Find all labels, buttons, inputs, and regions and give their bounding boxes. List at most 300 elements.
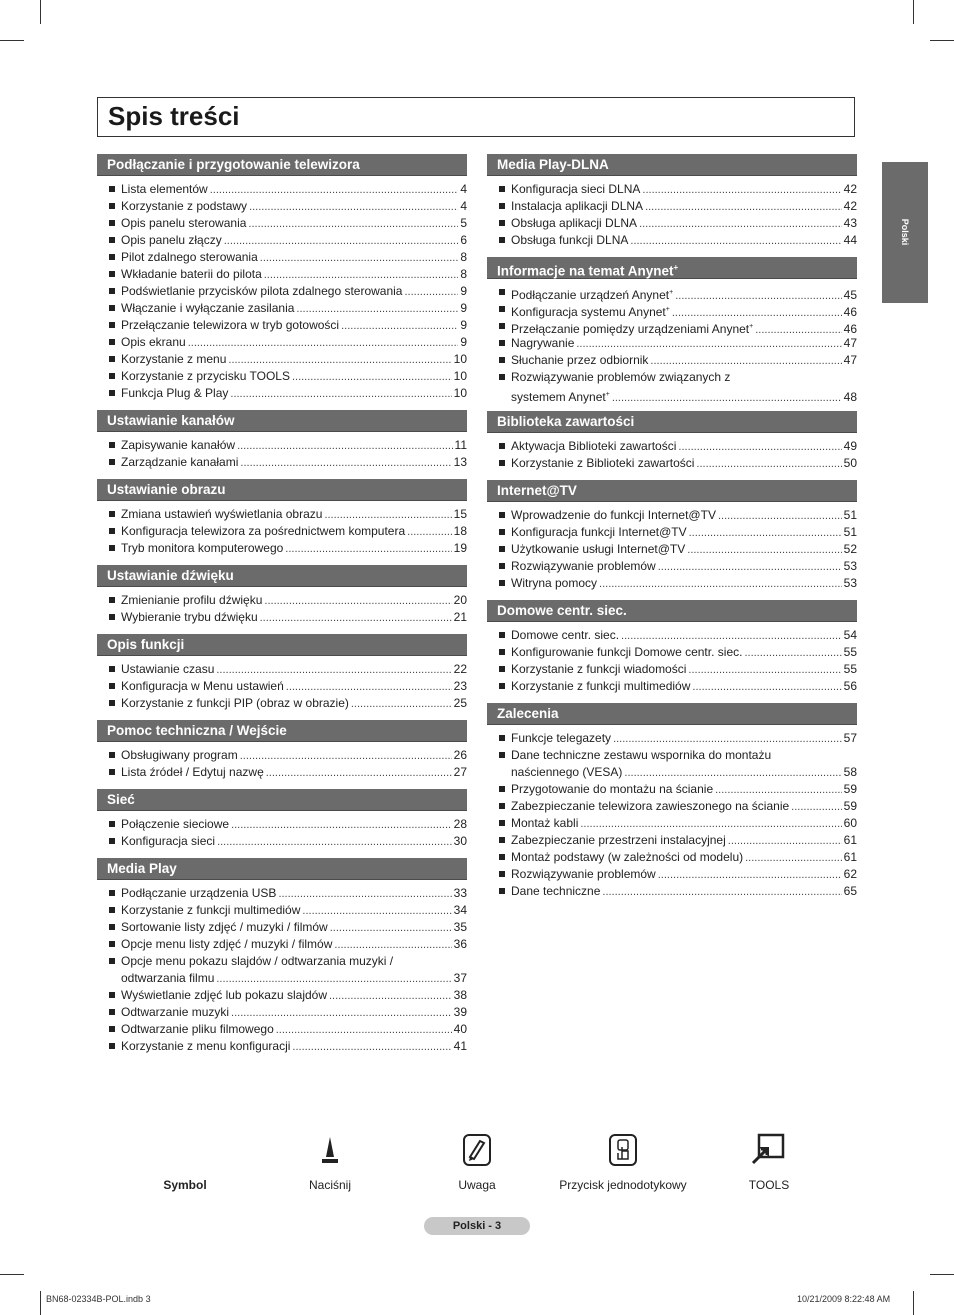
toc-section <box>97 720 467 781</box>
toc-entry <box>97 215 467 232</box>
toc-entry <box>487 198 857 215</box>
page-number: 40 <box>453 1022 467 1036</box>
page-number: 41 <box>453 1039 467 1053</box>
crop-mark <box>913 0 914 24</box>
entry-text: Rozwiązywanie problemów <box>511 867 656 881</box>
toc-section <box>97 479 467 557</box>
entry-text: Włączanie i wyłączanie zasilania <box>121 301 295 315</box>
toc-section <box>487 257 857 403</box>
toc-entry <box>97 936 467 953</box>
entry-text: Zmiana ustawień wyświetlania obrazu <box>121 507 323 521</box>
entry-text: Wyświetlanie zdjęć lub pokazu slajdów <box>121 988 327 1002</box>
page-number: 58 <box>843 765 857 779</box>
entry-text: Lista źródeł / Edytuj nazwę <box>121 765 264 779</box>
bullet-icon <box>109 752 115 758</box>
toc-entry <box>97 1038 467 1055</box>
entry-text: Konfiguracja sieci <box>121 834 216 848</box>
symbol-label: Symbol <box>163 1178 207 1192</box>
entry-text: Obsługa funkcji DLNA <box>511 233 629 247</box>
page-number: 10 <box>453 352 467 366</box>
bullet-icon <box>109 442 115 448</box>
toc-entry <box>97 437 467 454</box>
section-heading: Zalecenia <box>487 703 857 725</box>
toc-entry <box>487 849 857 866</box>
page-number: 8 <box>460 250 467 264</box>
bullet-icon <box>499 546 505 552</box>
entry-text: Zmienianie profilu dźwięku <box>121 593 263 607</box>
entry-text-continued: naściennego (VESA) <box>511 765 623 779</box>
entry-text: Podświetlanie przycisków pilota zdalnego sterowania <box>121 284 403 298</box>
toc-entry <box>487 832 857 849</box>
entry-text: Korzystanie z funkcji wiadomości <box>511 662 687 676</box>
entry-text: Przełączanie telewizora w tryb gotowości <box>121 318 340 332</box>
page-number: 54 <box>843 628 857 642</box>
entry-text: Zabezpieczanie przestrzeni instalacyjnej <box>511 833 726 847</box>
page-number: 21 <box>453 610 467 624</box>
page-number: 11 <box>454 438 467 452</box>
bullet-icon <box>499 289 505 295</box>
page-number: 19 <box>453 541 467 555</box>
toc-entry <box>487 798 857 815</box>
bullet-icon <box>499 683 505 689</box>
bullet-icon <box>109 339 115 345</box>
entry-text: Opis ekranu <box>121 335 186 349</box>
bullet-icon <box>109 288 115 294</box>
symbol-note: Uwaga <box>437 1130 517 1192</box>
bullet-icon <box>109 373 115 379</box>
toc-entry <box>487 284 857 301</box>
bullet-icon <box>499 323 505 329</box>
page-number: 9 <box>460 335 467 349</box>
toc-entry <box>97 368 467 385</box>
bullet-icon <box>499 888 505 894</box>
bullet-icon <box>109 597 115 603</box>
side-tab-label: Polski <box>900 218 910 246</box>
page-number: 46 <box>843 305 857 319</box>
toc-entry <box>487 883 857 900</box>
bullet-icon <box>499 340 505 346</box>
toc-entry <box>97 334 467 351</box>
entry-text: Korzystanie z funkcji multimediów <box>121 903 301 917</box>
bullet-icon <box>499 649 505 655</box>
toc-entry <box>487 541 857 558</box>
entry-text: Konfigurowanie funkcji Domowe centr. siec. <box>511 645 743 659</box>
bullet-icon <box>499 820 505 826</box>
entry-text: Instalacja aplikacji DLNA <box>511 199 644 213</box>
section-heading: Media Play <box>97 858 467 880</box>
page-number: 5 <box>460 216 467 230</box>
entry-text: Opis panelu sterowania <box>121 216 247 230</box>
entry-text: Rozwiązywanie problemów związanych z <box>511 370 731 384</box>
entry-text: Lista elementów <box>121 182 208 196</box>
entry-text: Aktywacja Biblioteki zawartości <box>511 439 677 453</box>
toc-entry <box>97 833 467 850</box>
bullet-icon <box>499 374 505 380</box>
toc-section <box>97 565 467 626</box>
toc-entry <box>97 266 467 283</box>
page-number: 9 <box>460 301 467 315</box>
page-number: 26 <box>453 748 467 762</box>
entry-text: Odtwarzanie muzyki <box>121 1005 230 1019</box>
section-heading: Domowe centr. siec. <box>487 600 857 622</box>
toc-entry <box>97 609 467 626</box>
entry-text-continued: systemem Anynet+ <box>511 390 610 404</box>
toc-section <box>97 789 467 850</box>
page-number: 42 <box>843 182 857 196</box>
bullet-icon <box>109 220 115 226</box>
toc-entry <box>97 816 467 833</box>
page-number: 18 <box>453 524 467 538</box>
bullet-icon <box>499 837 505 843</box>
bullet-icon <box>499 632 505 638</box>
page-number: 6 <box>460 233 467 247</box>
page-number: 35 <box>453 920 467 934</box>
toc-entry <box>487 438 857 455</box>
bullet-icon <box>499 854 505 860</box>
page-number: 50 <box>843 456 857 470</box>
bullet-icon <box>109 186 115 192</box>
bullet-icon <box>499 460 505 466</box>
entry-text: Konfiguracja w Menu ustawień <box>121 679 284 693</box>
crop-mark <box>40 0 41 24</box>
bullet-icon <box>109 821 115 827</box>
bullet-icon <box>109 305 115 311</box>
crop-mark <box>40 1291 41 1315</box>
page-number: 13 <box>453 455 467 469</box>
toc-entry <box>97 232 467 249</box>
toc-entry <box>487 678 857 695</box>
toc-entry <box>487 781 857 798</box>
toc-left-column <box>97 154 467 1063</box>
bullet-icon <box>109 511 115 517</box>
entry-text: Obsługiwany program <box>121 748 238 762</box>
entry-text: Witryna pomocy <box>511 576 598 590</box>
page-number: 57 <box>843 731 857 745</box>
entry-text: Korzystanie z przycisku TOOLS <box>121 369 290 383</box>
page-number: 15 <box>453 507 467 521</box>
entry-text: Tryb monitora komputerowego <box>121 541 284 555</box>
bullet-icon <box>499 666 505 672</box>
toc-entry <box>487 232 857 249</box>
entry-text: Rozwiązywanie problemów <box>511 559 656 573</box>
toc-entry <box>487 627 857 644</box>
entry-text: Korzystanie z menu <box>121 352 227 366</box>
page-number: 4 <box>460 199 467 213</box>
entry-text: Dane techniczne <box>511 884 601 898</box>
page-number: 51 <box>843 508 857 522</box>
entry-text: Domowe centr. siec. <box>511 628 620 642</box>
one-touch-icon <box>548 1130 698 1170</box>
note-icon <box>437 1130 517 1170</box>
page-number: 36 <box>453 937 467 951</box>
bullet-icon <box>499 563 505 569</box>
toc-entry <box>487 730 857 747</box>
toc-entry <box>97 747 467 764</box>
toc-entry <box>97 249 467 266</box>
toc-entry <box>97 506 467 523</box>
entry-text: Użytkowanie usługi Internet@TV <box>511 542 686 556</box>
bullet-icon <box>109 890 115 896</box>
entry-text: Podłączanie urządzenia USB <box>121 886 277 900</box>
bullet-icon <box>109 992 115 998</box>
bullet-icon <box>109 924 115 930</box>
entry-text: Konfiguracja sieci DLNA <box>511 182 641 196</box>
page-number: 33 <box>453 886 467 900</box>
toc-entry <box>487 352 857 369</box>
toc-entry <box>97 198 467 215</box>
section-heading: Ustawianie obrazu <box>97 479 467 501</box>
title-box <box>97 97 855 137</box>
bullet-icon <box>499 752 505 758</box>
footer-file: BN68-02334B-POL.indb 3 <box>46 1294 151 1304</box>
entry-text: Pilot zdalnego sterowania <box>121 250 258 264</box>
bullet-icon <box>109 322 115 328</box>
entry-text: Odtwarzanie pliku filmowego <box>121 1022 274 1036</box>
page-number: 53 <box>843 576 857 590</box>
toc-section <box>487 600 857 695</box>
bullet-icon <box>499 237 505 243</box>
language-side-tab <box>882 162 928 303</box>
toc-entry <box>97 987 467 1004</box>
bullet-icon <box>499 786 505 792</box>
entry-text: Wybieranie trybu dźwięku <box>121 610 258 624</box>
toc-entry <box>97 953 467 987</box>
toc-section <box>97 858 467 1055</box>
bullet-icon <box>109 666 115 672</box>
page-number: 30 <box>453 834 467 848</box>
bullet-icon <box>499 203 505 209</box>
page-number: 48 <box>843 390 857 404</box>
entry-text: Opcje menu listy zdjęć / muzyki / filmów <box>121 937 333 951</box>
entry-text: Funkcja Plug & Play <box>121 386 229 400</box>
section-heading: Sieć <box>97 789 467 811</box>
page-number: 42 <box>843 199 857 213</box>
toc-entry <box>97 385 467 402</box>
entry-text: Sortowanie listy zdjęć / muzyki / filmów <box>121 920 328 934</box>
entry-text: Przełączanie pomiędzy urządzeniami Anynet+ <box>511 322 754 336</box>
entry-text: Konfiguracja systemu Anynet+ <box>511 305 670 319</box>
bullet-icon <box>109 271 115 277</box>
page-number: 52 <box>843 542 857 556</box>
toc-entry <box>97 1004 467 1021</box>
bullet-icon <box>109 683 115 689</box>
toc-entry <box>487 507 857 524</box>
bullet-icon <box>109 941 115 947</box>
crop-mark <box>930 40 954 41</box>
page-number: 49 <box>843 439 857 453</box>
page-number: 60 <box>843 816 857 830</box>
page-number: 47 <box>843 336 857 350</box>
toc-entry <box>97 454 467 471</box>
symbol-one-touch: Przycisk jednodotykowy <box>548 1130 698 1192</box>
page-number: 46 <box>843 322 857 336</box>
entry-text: Konfiguracja telewizora za pośrednictwem komputera <box>121 524 406 538</box>
toc-entry <box>97 351 467 368</box>
bullet-icon <box>109 254 115 260</box>
bullet-icon <box>109 1026 115 1032</box>
bullet-icon <box>109 1009 115 1015</box>
toc-entry <box>487 575 857 592</box>
page-number: 9 <box>460 318 467 332</box>
entry-text: Montaż podstawy (w zależności od modelu) <box>511 850 744 864</box>
page-number: 34 <box>453 903 467 917</box>
toc-entry <box>97 1021 467 1038</box>
entry-text: Zarządzanie kanałami <box>121 455 239 469</box>
bullet-icon <box>109 203 115 209</box>
toc-entry <box>487 318 857 335</box>
entry-text: Ustawianie czasu <box>121 662 215 676</box>
bullet-icon <box>109 237 115 243</box>
page-number: 39 <box>453 1005 467 1019</box>
footer-datetime: 10/21/2009 8:22:48 AM <box>797 1294 891 1304</box>
toc-entry <box>487 524 857 541</box>
section-heading: Opis funkcji <box>97 634 467 656</box>
toc-entry <box>97 300 467 317</box>
toc-entry <box>487 335 857 352</box>
bullet-icon <box>109 459 115 465</box>
entry-text: Połączenie sieciowe <box>121 817 230 831</box>
toc-entry <box>97 661 467 678</box>
toc-entry <box>97 523 467 540</box>
entry-text: Słuchanie przez odbiornik <box>511 353 649 367</box>
entry-text-continued: odtwarzania filmu <box>121 971 215 985</box>
page-number: 10 <box>453 369 467 383</box>
page-number: 62 <box>843 867 857 881</box>
entry-text: Korzystanie z podstawy <box>121 199 248 213</box>
entry-text: Opis panelu złączy <box>121 233 222 247</box>
bullet-icon <box>499 803 505 809</box>
bullet-icon <box>499 186 505 192</box>
entry-text: Korzystanie z menu konfiguracji <box>121 1039 291 1053</box>
page-number: 38 <box>453 988 467 1002</box>
entry-text: Korzystanie z funkcji multimediów <box>511 679 691 693</box>
page-number: 61 <box>843 833 857 847</box>
toc-entry <box>97 919 467 936</box>
toc-entry <box>487 301 857 318</box>
entry-text: Konfiguracja funkcji Internet@TV <box>511 525 687 539</box>
toc-entry <box>487 558 857 575</box>
toc-section <box>487 154 857 249</box>
toc-entry <box>487 215 857 232</box>
page-number: 28 <box>453 817 467 831</box>
bullet-icon <box>109 545 115 551</box>
section-heading: Ustawianie dźwięku <box>97 565 467 587</box>
page-number: 44 <box>843 233 857 247</box>
page-number: 53 <box>843 559 857 573</box>
press-icon <box>290 1130 370 1170</box>
entry-text: Montaż kabli <box>511 816 579 830</box>
toc-section <box>487 703 857 900</box>
toc-entry <box>97 540 467 557</box>
page-number: 43 <box>843 216 857 230</box>
page-number: 4 <box>460 182 467 196</box>
entry-text: Dane techniczne zestawu wspornika do montażu <box>511 748 772 762</box>
entry-text: Przygotowanie do montażu na ścianie <box>511 782 714 796</box>
bullet-icon <box>109 700 115 706</box>
crop-mark <box>930 1274 954 1275</box>
bullet-icon <box>109 958 115 964</box>
symbol-tools: TOOLS <box>729 1130 809 1192</box>
section-heading: Media Play-DLNA <box>487 154 857 176</box>
page-number: 56 <box>843 679 857 693</box>
page-number: 9 <box>460 284 467 298</box>
entry-text: Funkcje telegazety <box>511 731 612 745</box>
bullet-icon <box>499 735 505 741</box>
symbol-legend <box>0 1130 954 1200</box>
toc-entry <box>487 369 857 403</box>
toc-section <box>487 411 857 472</box>
toc-section <box>487 480 857 592</box>
toc-entry <box>487 644 857 661</box>
bullet-icon <box>109 907 115 913</box>
entry-text: Opcje menu pokazu slajdów / odtwarzania muzyki / <box>121 954 394 968</box>
entry-text: Wkładanie baterii do pilota <box>121 267 262 281</box>
page-number-badge: Polski - 3 <box>424 1217 530 1235</box>
bullet-icon <box>499 306 505 312</box>
toc-section <box>97 634 467 712</box>
bullet-icon <box>499 512 505 518</box>
section-heading: Pomoc techniczna / Wejście <box>97 720 467 742</box>
page-number: 22 <box>453 662 467 676</box>
tools-icon <box>729 1130 809 1170</box>
toc-entry <box>97 283 467 300</box>
page-number: 27 <box>453 765 467 779</box>
page-number: 55 <box>843 662 857 676</box>
entry-text: Obsługa aplikacji DLNA <box>511 216 638 230</box>
toc-entry <box>97 885 467 902</box>
toc-entry <box>97 592 467 609</box>
bullet-icon <box>109 390 115 396</box>
page-number: 23 <box>453 679 467 693</box>
crop-mark <box>913 1291 914 1315</box>
toc-entry <box>487 815 857 832</box>
symbol-press: Naciśnij <box>290 1130 370 1192</box>
bullet-icon <box>109 1043 115 1049</box>
toc-entry <box>487 181 857 198</box>
entry-text: Korzystanie z funkcji PIP (obraz w obrazie) <box>121 696 349 710</box>
bullet-icon <box>499 871 505 877</box>
section-heading: Podłączanie i przygotowanie telewizora <box>97 154 467 176</box>
toc-entry <box>97 181 467 198</box>
bullet-icon <box>109 356 115 362</box>
page-number: 59 <box>843 782 857 796</box>
toc-section <box>97 410 467 471</box>
entry-text: Podłączanie urządzeń Anynet+ <box>511 288 674 302</box>
page-number: 47 <box>843 353 857 367</box>
toc-entry <box>97 695 467 712</box>
page-number: 45 <box>843 288 857 302</box>
page-number: 10 <box>453 386 467 400</box>
page-title: Spis treści <box>108 101 240 131</box>
page-number: 61 <box>843 850 857 864</box>
section-heading: Biblioteka zawartości <box>487 411 857 433</box>
toc-entry <box>97 764 467 781</box>
bullet-icon <box>499 357 505 363</box>
crop-mark <box>0 1274 24 1275</box>
page-number: 65 <box>843 884 857 898</box>
page-number: 51 <box>843 525 857 539</box>
section-heading: Informacje na temat Anynet+ <box>487 257 857 279</box>
bullet-icon <box>499 220 505 226</box>
bullet-icon <box>499 529 505 535</box>
crop-mark <box>0 40 24 41</box>
toc-section <box>97 154 467 402</box>
bullet-icon <box>109 769 115 775</box>
page-number: 37 <box>453 971 467 985</box>
bullet-icon <box>109 838 115 844</box>
section-heading: Ustawianie kanałów <box>97 410 467 432</box>
bullet-icon <box>499 580 505 586</box>
